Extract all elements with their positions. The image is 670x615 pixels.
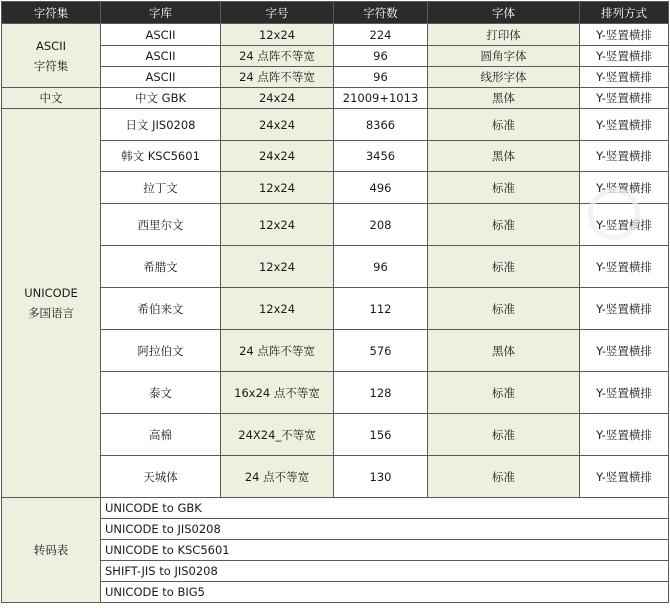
cell-typeface: 标准 — [428, 109, 580, 141]
header-row — [2, 2, 669, 24]
cell-layout: Y-竖置横排 — [580, 67, 669, 88]
cell-library: ASCII — [101, 46, 221, 67]
table-row — [2, 24, 669, 46]
conversion-item: UNICODE to KSC5601 — [101, 540, 669, 561]
cell-library: ASCII — [101, 24, 221, 46]
group-chinese: 中文 — [2, 88, 101, 109]
cell-typeface: 标准 — [428, 372, 580, 414]
cell-typeface: 标准 — [428, 204, 580, 246]
cell-layout: Y-竖置横排 — [580, 204, 669, 246]
cell-layout: Y-竖置横排 — [580, 46, 669, 67]
cell-count: 21009+1013 — [334, 88, 428, 109]
cell-layout: Y-竖置横排 — [580, 141, 669, 172]
cell-count: 128 — [334, 372, 428, 414]
header-font-library: 字库 — [101, 2, 221, 24]
cell-library: 泰文 — [101, 372, 221, 414]
cell-count: 156 — [334, 414, 428, 456]
font-spec-table — [1, 1, 669, 603]
cell-size: 12x24 — [221, 172, 334, 204]
group-conversion: 转码表 — [2, 498, 101, 603]
cell-size: 24x24 — [221, 109, 334, 141]
cell-typeface: 黑体 — [428, 330, 580, 372]
cell-typeface: 标准 — [428, 172, 580, 204]
cell-library: 韩文 KSC5601 — [101, 141, 221, 172]
header-typeface: 字体 — [428, 2, 580, 24]
conversion-item: SHIFT-JIS to JIS0208 — [101, 561, 669, 582]
cell-count: 224 — [334, 24, 428, 46]
cell-library: 希伯来文 — [101, 288, 221, 330]
cell-typeface: 标准 — [428, 288, 580, 330]
cell-count: 96 — [334, 246, 428, 288]
cell-size: 16x24 点不等宽 — [221, 372, 334, 414]
table-row — [2, 414, 669, 456]
cell-count: 112 — [334, 288, 428, 330]
cell-size: 24 点阵不等宽 — [221, 46, 334, 67]
cell-size: 24X24_不等宽 — [221, 414, 334, 456]
cell-size: 24 点阵不等宽 — [221, 67, 334, 88]
cell-typeface: 标准 — [428, 246, 580, 288]
group-label: 字符集 — [33, 58, 69, 73]
cell-library: 中文 GBK — [101, 88, 221, 109]
cell-library: 天城体 — [101, 456, 221, 498]
table-row — [2, 288, 669, 330]
cell-typeface: 圆角字体 — [428, 46, 580, 67]
table-row — [2, 498, 669, 519]
header-layout: 排列方式 — [580, 2, 669, 24]
cell-size: 24x24 — [221, 88, 334, 109]
cell-count: 208 — [334, 204, 428, 246]
cell-size: 24 点不等宽 — [221, 456, 334, 498]
cell-layout: Y-竖置横排 — [580, 88, 669, 109]
cell-typeface: 标准 — [428, 456, 580, 498]
table-row — [2, 88, 669, 109]
cell-size: 12x24 — [221, 288, 334, 330]
cell-typeface: 黑体 — [428, 141, 580, 172]
cell-layout: Y-竖置横排 — [580, 288, 669, 330]
cell-library: ASCII — [101, 67, 221, 88]
cell-layout: Y-竖置横排 — [580, 109, 669, 141]
cell-count: 96 — [334, 46, 428, 67]
table-row — [2, 372, 669, 414]
header-charset: 字符集 — [2, 2, 101, 24]
header-char-count: 字符数 — [334, 2, 428, 24]
conversion-item: UNICODE to GBK — [101, 498, 669, 519]
cell-layout: Y-竖置横排 — [580, 24, 669, 46]
table-row — [2, 519, 669, 540]
cell-size: 12x24 — [221, 246, 334, 288]
cell-library: 希腊文 — [101, 246, 221, 288]
table-row — [2, 246, 669, 288]
cell-typeface: 黑体 — [428, 88, 580, 109]
group-unicode — [2, 109, 101, 498]
cell-count: 96 — [334, 67, 428, 88]
group-label: 多国语言 — [28, 306, 74, 320]
table-row — [2, 456, 669, 498]
cell-library: 西里尔文 — [101, 204, 221, 246]
cell-count: 576 — [334, 330, 428, 372]
group-label: ASCII — [36, 38, 66, 53]
cell-typeface: 打印体 — [428, 24, 580, 46]
cell-library: 阿拉伯文 — [101, 330, 221, 372]
table-row — [2, 204, 669, 246]
table-row — [2, 561, 669, 582]
table-row — [2, 330, 669, 372]
cell-library: 高棉 — [101, 414, 221, 456]
cell-count: 8366 — [334, 109, 428, 141]
cell-library: 日文 JIS0208 — [101, 109, 221, 141]
cell-library: 拉丁文 — [101, 172, 221, 204]
cell-layout: Y-竖置横排 — [580, 456, 669, 498]
cell-size: 24x24 — [221, 141, 334, 172]
cell-layout: Y-竖置横排 — [580, 330, 669, 372]
group-label: UNICODE — [24, 286, 78, 300]
header-font-size: 字号 — [221, 2, 334, 24]
table-row — [2, 67, 669, 88]
cell-size: 12x24 — [221, 24, 334, 46]
cell-layout: Y-竖置横排 — [580, 414, 669, 456]
cell-typeface: 标准 — [428, 414, 580, 456]
table-row — [2, 109, 669, 141]
table-row — [2, 141, 669, 172]
cell-typeface: 线形字体 — [428, 67, 580, 88]
cell-count: 3456 — [334, 141, 428, 172]
cell-layout: Y-竖置横排 — [580, 172, 669, 204]
cell-count: 496 — [334, 172, 428, 204]
table-row — [2, 172, 669, 204]
table-row — [2, 582, 669, 603]
cell-layout: Y-竖置横排 — [580, 246, 669, 288]
cell-size: 24 点阵不等宽 — [221, 330, 334, 372]
cell-size: 12x24 — [221, 204, 334, 246]
table-row — [2, 540, 669, 561]
group-ascii — [2, 24, 101, 88]
cell-count: 130 — [334, 456, 428, 498]
conversion-item: UNICODE to BIG5 — [101, 582, 669, 603]
table-row — [2, 46, 669, 67]
cell-layout: Y-竖置横排 — [580, 372, 669, 414]
conversion-item: UNICODE to JIS0208 — [101, 519, 669, 540]
